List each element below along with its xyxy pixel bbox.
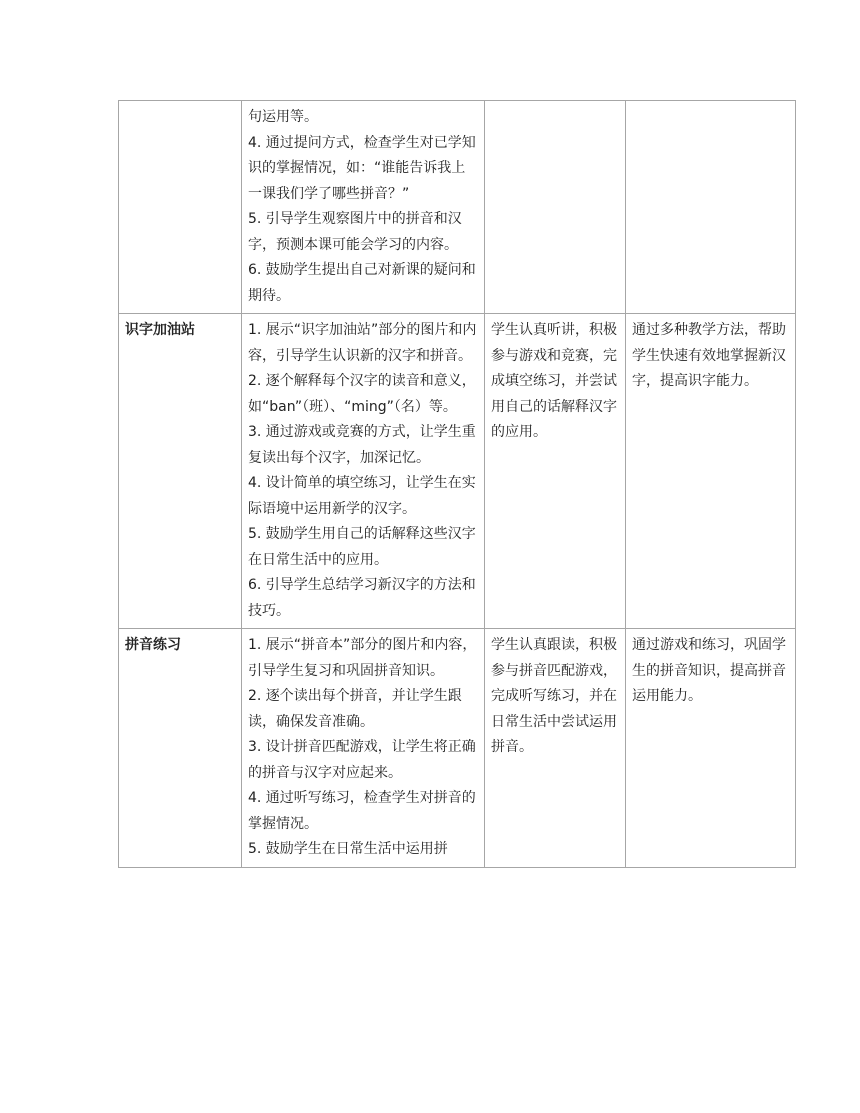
purpose-cell bbox=[626, 629, 796, 868]
section-title: 拼音练习 bbox=[125, 637, 181, 653]
teacher-activity-line: 2. 逐个读出每个拼音，并让学生跟读，确保发音准确。 bbox=[248, 688, 462, 730]
teacher-activity-line: 句运用等。 bbox=[248, 109, 318, 125]
student-activity-text: 学生认真跟读，积极参与拼音匹配游戏，完成听写练习，并在日常生活中尝试运用拼音。 bbox=[491, 637, 617, 755]
student-activity-cell bbox=[485, 314, 626, 629]
teacher-activity-cell bbox=[242, 101, 485, 314]
teacher-activity-line: 1. 展示“拼音本”部分的图片和内容，引导学生复习和巩固拼音知识。 bbox=[248, 637, 477, 679]
section-title: 识字加油站 bbox=[125, 322, 195, 338]
teacher-activity-cell bbox=[242, 629, 485, 868]
section-cell bbox=[119, 101, 242, 314]
teacher-activity-cell bbox=[242, 314, 485, 629]
teacher-activity-line: 5. 鼓励学生用自己的话解释这些汉字在日常生活中的应用。 bbox=[248, 526, 476, 568]
table-row bbox=[119, 629, 796, 868]
table-row bbox=[119, 101, 796, 314]
teacher-activity-line: 3. 通过游戏或竞赛的方式，让学生重复读出每个汉字，加深记忆。 bbox=[248, 424, 476, 466]
lesson-plan-table bbox=[118, 100, 796, 868]
purpose-cell bbox=[626, 314, 796, 629]
teacher-activity-line: 5. 鼓励学生在日常生活中运用拼 bbox=[248, 841, 448, 857]
teacher-activity-line: 6. 鼓励学生提出自己对新课的疑问和期待。 bbox=[248, 262, 476, 304]
purpose-text: 通过多种教学方法，帮助学生快速有效地掌握新汉字，提高识字能力。 bbox=[632, 322, 786, 389]
purpose-cell bbox=[626, 101, 796, 314]
teacher-activity-line: 6. 引导学生总结学习新汉字的方法和技巧。 bbox=[248, 577, 476, 619]
table-row bbox=[119, 314, 796, 629]
teacher-activity-line: 4. 通过提问方式，检查学生对已学知识的掌握情况，如：“谁能告诉我上一课我们学了哪些拼音？” bbox=[248, 134, 476, 202]
teacher-activity-line: 2. 逐个解释每个汉字的读音和意义，如“ban”（班）、“ming”（名）等。 bbox=[248, 373, 476, 415]
purpose-text: 通过游戏和练习，巩固学生的拼音知识，提高拼音运用能力。 bbox=[632, 637, 786, 704]
section-cell bbox=[119, 314, 242, 629]
student-activity-text: 学生认真听讲，积极参与游戏和竞赛，完成填空练习，并尝试用自己的话解释汉字的应用。 bbox=[491, 322, 617, 440]
teacher-activity-line: 4. 通过听写练习，检查学生对拼音的掌握情况。 bbox=[248, 790, 476, 832]
teacher-activity-line: 4. 设计简单的填空练习，让学生在实际语境中运用新学的汉字。 bbox=[248, 475, 476, 517]
student-activity-cell bbox=[485, 101, 626, 314]
teacher-activity-line: 3. 设计拼音匹配游戏，让学生将正确的拼音与汉字对应起来。 bbox=[248, 739, 476, 781]
teacher-activity-line: 5. 引导学生观察图片中的拼音和汉字，预测本课可能会学习的内容。 bbox=[248, 211, 462, 253]
teacher-activity-line: 1. 展示“识字加油站”部分的图片和内容，引导学生认识新的汉字和拼音。 bbox=[248, 322, 477, 364]
student-activity-cell bbox=[485, 629, 626, 868]
section-cell bbox=[119, 629, 242, 868]
